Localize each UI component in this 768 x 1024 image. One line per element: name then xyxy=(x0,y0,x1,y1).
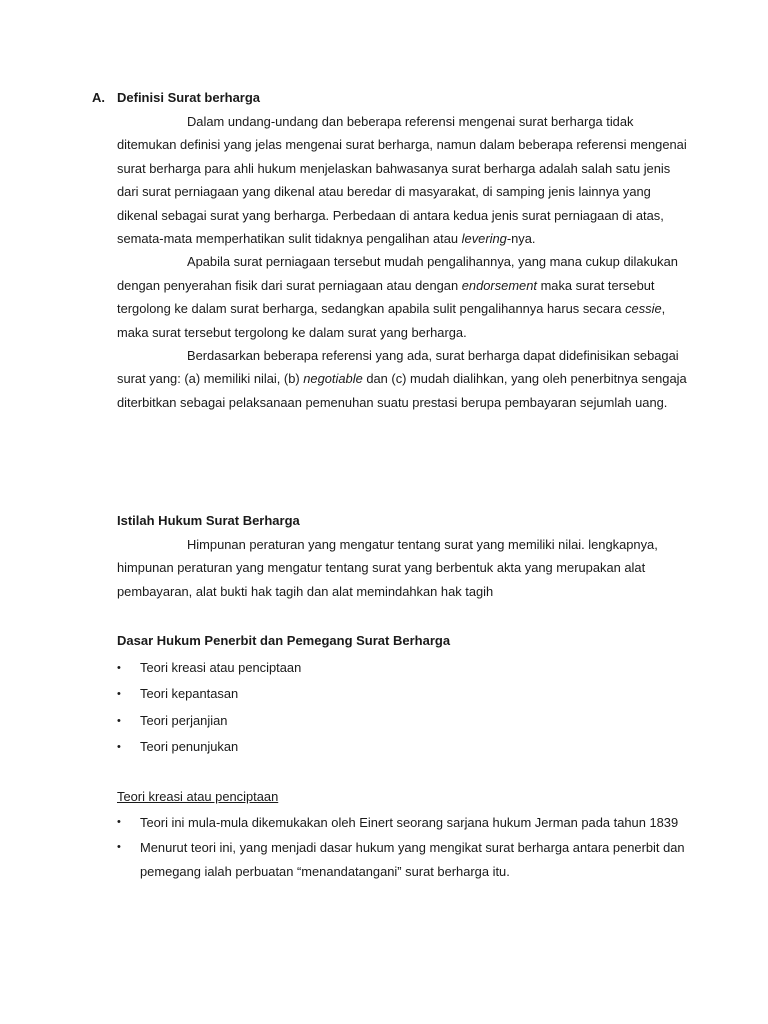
istilah-paragraph-text: Himpunan peraturan yang mengatur tentang surat yang memiliki nilai. lengkapnya, himpunan peraturan yang mengatur tentang surat yang berbentuk akta yang merupakan alat pembayaran, alat bukti hak tagih dan alat memindahkan hak tagih xyxy=(117,537,658,599)
section-title: Definisi Surat berharga xyxy=(117,90,261,105)
list-item-text: Teori ini mula-mula dikemukakan oleh Einert seorang sarjana hukum Jerman pada tahun 1839 xyxy=(140,815,679,830)
paragraph-3-italic: negotiable xyxy=(303,371,363,387)
paragraph-3-text: Berdasarkan beberapa referensi yang ada, surat berharga dapat didefinisikan sebagai surat yang: (a) memiliki nilai, (b) xyxy=(117,348,679,387)
bullet-icon: • xyxy=(117,714,121,727)
paragraph-1-text: Dalam undang-undang dan beberapa referensi mengenai surat berharga tidak ditemukan definisi yang jelas mengenai surat berharga, namun dalam beberapa referensi mengenai surat berharga para ahli hukum menjelaskan bahwasanya surat berharga adalah salah satu jenis dari surat perniagaan yang dikenal atau beredar di masyarakat, di samping jenis lainnya yang dikenal sebagai surat yang berharga. Perbedaan di antara kedua jenis surat perniagaan di atas, semata-mata memperhatikan sulit tidaknya pengalihan atau xyxy=(117,114,687,247)
istilah-heading: Istilah Hukum Surat Berharga xyxy=(117,513,300,528)
list-item xyxy=(117,708,687,734)
list-item-text: Teori kepantasan xyxy=(140,686,239,702)
list-item-text: Teori penunjukan xyxy=(140,738,239,754)
paragraph-1-italic: levering xyxy=(461,231,507,247)
paragraph-3-tail: dan (c) mudah dialihkan, yang oleh penerbitnya sengaja diterbitkan sebagai pelaksanaan pemenuhan suatu prestasi berupa pembayaran sejumlah uang. xyxy=(117,371,687,410)
bullet-icon: • xyxy=(117,816,121,828)
list-item xyxy=(117,734,687,760)
paragraph-2 xyxy=(117,250,687,344)
bullet-icon: • xyxy=(117,662,121,674)
kreasi-list xyxy=(117,811,687,883)
paragraph-2-text: Apabila surat perniagaan tersebut mudah pengalihannya, yang mana cukup dilakukan dengan penyerahan fisik dari surat perniagaan atau dengan xyxy=(117,254,678,293)
paragraph-2-tail: , maka surat tersebut tergolong ke dalam surat yang berharga. xyxy=(117,301,666,340)
paragraph-2-italic-1: endorsement xyxy=(461,277,537,293)
paragraph-1-tail: -nya. xyxy=(506,231,536,247)
paragraph-3 xyxy=(117,344,687,414)
dasar-list xyxy=(117,655,687,760)
paragraph-2-middle: maka surat tersebut tergolong ke dalam surat berharga, sedangkan apabila sulit pengalihannya harus secara xyxy=(117,277,655,317)
list-item xyxy=(117,811,687,834)
paragraph-1 xyxy=(117,110,687,250)
list-item-text: Teori perjanjian xyxy=(140,712,228,728)
list-item xyxy=(117,836,687,883)
section-a-body xyxy=(117,110,687,414)
kreasi-heading: Teori kreasi atau penciptaan xyxy=(117,789,279,804)
istilah-paragraph xyxy=(117,533,687,603)
paragraph-2-italic-2: cessie xyxy=(625,301,662,317)
list-item xyxy=(117,655,687,681)
bullet-icon: • xyxy=(117,740,121,753)
bullet-icon: • xyxy=(117,688,121,701)
istilah-body xyxy=(117,533,687,603)
list-item-text: Menurut teori ini, yang menjadi dasar hukum yang mengikat surat berharga antara penerbit dan pemegang ialah perbuatan “menandatangani” surat berharga itu. xyxy=(140,840,685,879)
list-item-text: Teori kreasi atau penciptaan xyxy=(140,660,302,675)
bullet-icon: • xyxy=(117,841,121,854)
dasar-heading: Dasar Hukum Penerbit dan Pemegang Surat Berharga xyxy=(117,633,451,648)
section-letter: A. xyxy=(92,90,105,105)
list-item xyxy=(117,681,687,707)
